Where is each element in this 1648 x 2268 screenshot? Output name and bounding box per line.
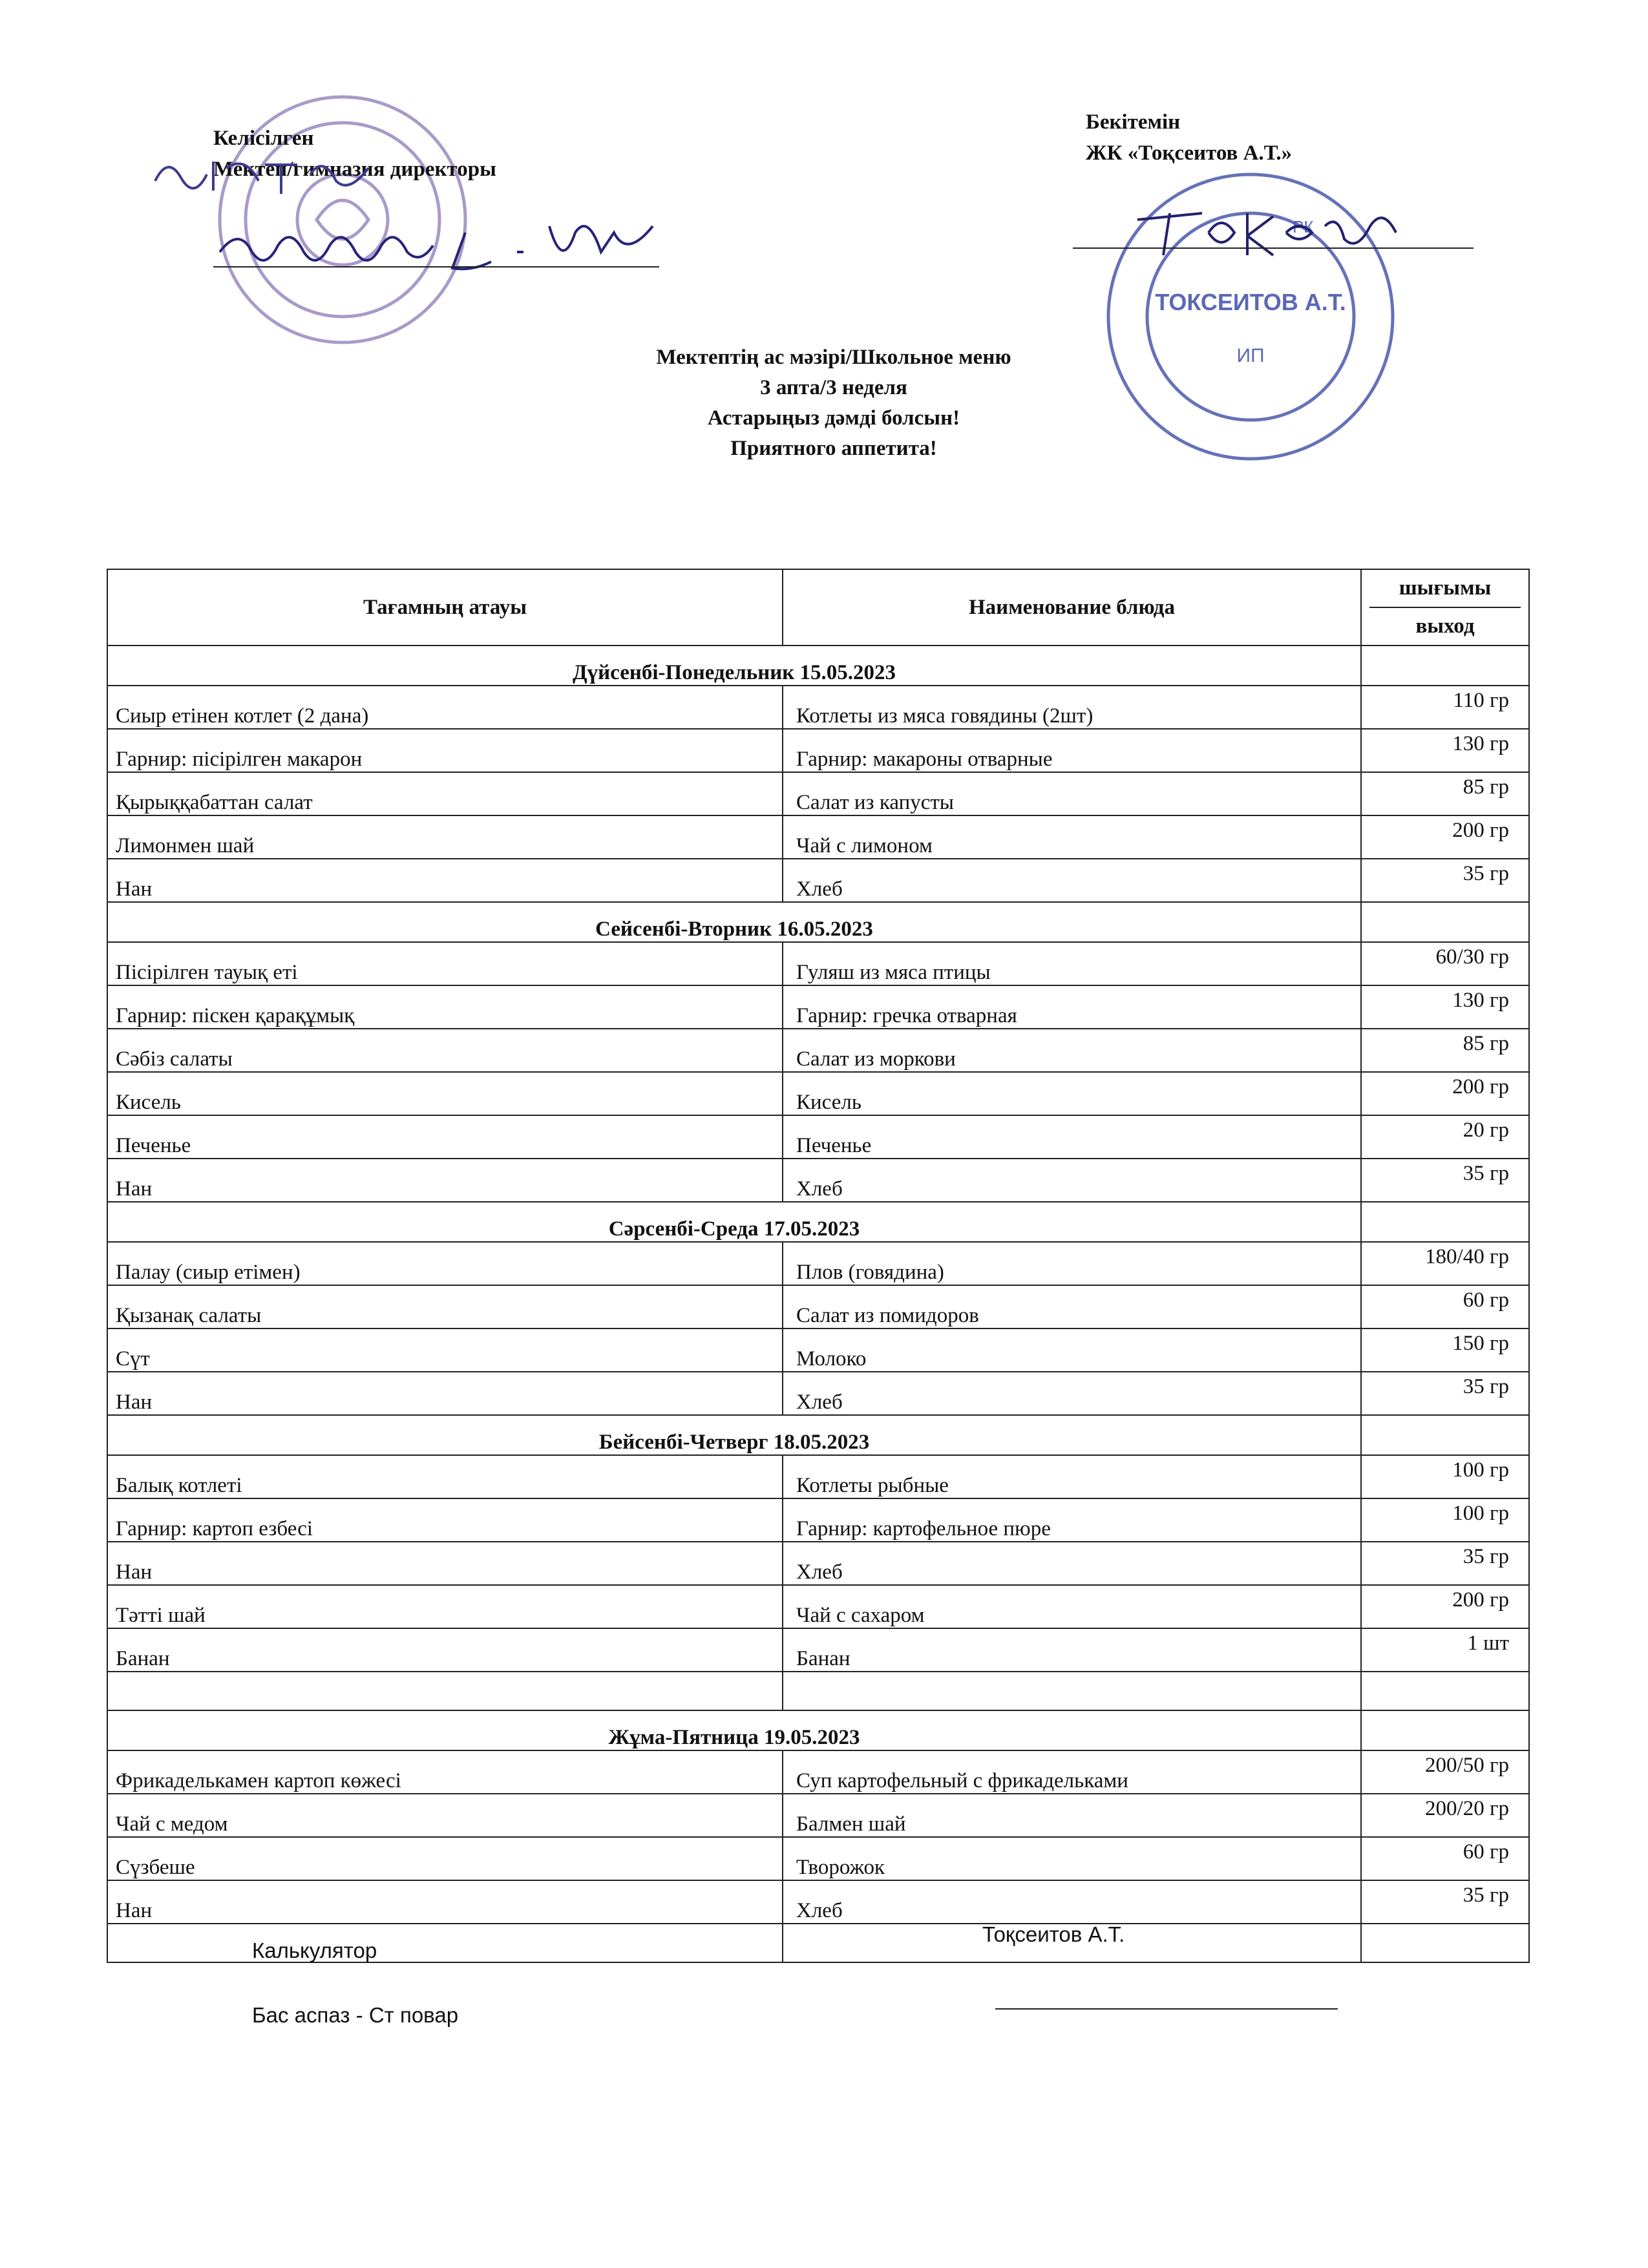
stamp-center-text: ТОКСЕИТОВ А.Т. bbox=[1155, 289, 1346, 315]
dish-kz: Сүзбеше bbox=[107, 1837, 783, 1880]
table-row bbox=[107, 815, 1529, 859]
dish-amount: 35 гр bbox=[1361, 1372, 1529, 1415]
header-output bbox=[1361, 569, 1529, 646]
table-row bbox=[107, 1837, 1529, 1880]
approval-left-line1: Келісілген bbox=[213, 127, 314, 150]
dish-kz: Гарнир: картоп езбесі bbox=[107, 1498, 783, 1542]
dish-amount: 60 гр bbox=[1361, 1837, 1529, 1880]
dish-ru: Котлеты рыбные bbox=[783, 1455, 1361, 1498]
left-signature-line bbox=[213, 266, 659, 268]
table-row bbox=[107, 1328, 1529, 1372]
approval-right-line2: ЖК «Тоқсеитов А.Т.» bbox=[1086, 142, 1293, 165]
table-row bbox=[107, 1072, 1529, 1115]
dish-amount: 200 гр bbox=[1361, 1585, 1529, 1628]
footer-name: Тоқсеитов А.Т. bbox=[982, 1922, 1125, 1946]
handwritten-note bbox=[149, 142, 394, 200]
table-row bbox=[107, 1159, 1529, 1202]
day-title: Жұма-Пятница 19.05.2023 bbox=[107, 1710, 1361, 1750]
footer-signature-line bbox=[995, 2008, 1338, 2010]
title-line4: Приятного аппетита! bbox=[730, 437, 937, 460]
table-row bbox=[107, 859, 1529, 902]
day-header-row bbox=[107, 1202, 1529, 1242]
dish-kz: Кисель bbox=[107, 1072, 783, 1115]
right-signature-line bbox=[1073, 247, 1474, 249]
right-signature bbox=[1125, 194, 1402, 265]
day-title-blank bbox=[1361, 1202, 1529, 1242]
day-header-row bbox=[107, 902, 1529, 942]
dish-amount: 1 шт bbox=[1361, 1628, 1529, 1672]
calculator-label: Калькулятор bbox=[252, 1938, 377, 1962]
table-row bbox=[107, 1498, 1529, 1542]
day-header-row bbox=[107, 1415, 1529, 1455]
table-row bbox=[107, 1542, 1529, 1585]
chef-label: Бас аспаз - Ст повар bbox=[252, 2003, 459, 2027]
dish-ru: Салат из капусты bbox=[783, 772, 1361, 815]
dish-ru: Салат из моркови bbox=[783, 1029, 1361, 1072]
dish-ru: Гарнир: макароны отварные bbox=[783, 729, 1361, 772]
dish-kz: Сиыр етінен котлет (2 дана) bbox=[107, 686, 783, 729]
dish-ru: Хлеб bbox=[783, 1542, 1361, 1585]
dish-amount: 35 гр bbox=[1361, 859, 1529, 902]
dish-kz: Балық котлеті bbox=[107, 1455, 783, 1498]
dish-amount: 130 гр bbox=[1361, 985, 1529, 1029]
dish-ru: Банан bbox=[783, 1628, 1361, 1672]
table-row bbox=[107, 1115, 1529, 1159]
day-title: Дүйсенбі-Понедельник 15.05.2023 bbox=[107, 646, 1361, 686]
menu-title bbox=[0, 342, 1648, 464]
approval-right-line1: Бекітемін bbox=[1086, 110, 1181, 134]
dish-amount: 100 гр bbox=[1361, 1455, 1529, 1498]
menu-table bbox=[107, 569, 1530, 1963]
menu-body bbox=[107, 646, 1529, 1962]
dish-kz: Сәбіз салаты bbox=[107, 1029, 783, 1072]
dish-kz: Нан bbox=[107, 1542, 783, 1585]
dish-ru: Молоко bbox=[783, 1328, 1361, 1372]
title-line2: 3 апта/3 неделя bbox=[760, 376, 907, 399]
dish-ru: Чай с сахаром bbox=[783, 1585, 1361, 1628]
dish-kz: Нан bbox=[107, 1880, 783, 1924]
dish-amount: 130 гр bbox=[1361, 729, 1529, 772]
table-row bbox=[107, 686, 1529, 729]
dish-kz: Чай с медом bbox=[107, 1794, 783, 1837]
dish-kz: Фрикаделькамен картоп көжесі bbox=[107, 1750, 783, 1794]
dish-kz: Гарнир: пісірілген макарон bbox=[107, 729, 783, 772]
title-line3: Астарыңыз дәмді болсын! bbox=[707, 406, 960, 430]
dish-ru: Суп картофельный с фрикадельками bbox=[783, 1750, 1361, 1794]
header-ru: Наименование блюда bbox=[783, 569, 1361, 646]
dish-amount: 180/40 гр bbox=[1361, 1242, 1529, 1285]
dish-amount: 60/30 гр bbox=[1361, 942, 1529, 985]
dish-kz: Тәтті шай bbox=[107, 1585, 783, 1628]
dish-kz: Қырыққабаттан салат bbox=[107, 772, 783, 815]
dish-kz bbox=[107, 1924, 783, 1962]
dish-ru: Хлеб bbox=[783, 1880, 1361, 1924]
dish-kz: Гарнир: піскен қарақұмық bbox=[107, 985, 783, 1029]
dish-ru: Чай с лимоном bbox=[783, 815, 1361, 859]
table-header-row bbox=[107, 569, 1529, 646]
dish-amount: 35 гр bbox=[1361, 1880, 1529, 1924]
header-kz: Тағамның атауы bbox=[107, 569, 783, 646]
dish-amount: 60 гр bbox=[1361, 1285, 1529, 1328]
dish-amount: 20 гр bbox=[1361, 1115, 1529, 1159]
dish-kz: Палау (сиыр етімен) bbox=[107, 1242, 783, 1285]
dish-amount: 85 гр bbox=[1361, 772, 1529, 815]
dish-amount bbox=[1361, 1924, 1529, 1962]
day-title-blank bbox=[1361, 1415, 1529, 1455]
table-row bbox=[107, 1285, 1529, 1328]
dish-amount: 35 гр bbox=[1361, 1542, 1529, 1585]
dish-amount: 200 гр bbox=[1361, 815, 1529, 859]
dish-ru: Гарнир: картофельное пюре bbox=[783, 1498, 1361, 1542]
dish-kz: Қызанақ салаты bbox=[107, 1285, 783, 1328]
dish-amount: 110 гр bbox=[1361, 686, 1529, 729]
dish-ru bbox=[783, 1672, 1361, 1710]
dish-kz: Нан bbox=[107, 859, 783, 902]
dish-ru: Творожок bbox=[783, 1837, 1361, 1880]
table-row bbox=[107, 1242, 1529, 1285]
approval-right bbox=[1086, 107, 1292, 169]
day-title-blank bbox=[1361, 1710, 1529, 1750]
table-row bbox=[107, 1880, 1529, 1924]
dish-ru: Салат из помидоров bbox=[783, 1285, 1361, 1328]
dish-ru: Котлеты из мяса говядины (2шт) bbox=[783, 686, 1361, 729]
approval-left-line2: Мектеп/гимназия директоры bbox=[213, 158, 496, 181]
dish-ru: Хлеб bbox=[783, 1372, 1361, 1415]
dish-kz: Нан bbox=[107, 1372, 783, 1415]
header-output-ru: выход bbox=[1369, 607, 1521, 645]
day-title-blank bbox=[1361, 902, 1529, 942]
table-row bbox=[107, 1455, 1529, 1498]
table-row bbox=[107, 1585, 1529, 1628]
day-header-row bbox=[107, 646, 1529, 686]
day-title: Сәрсенбі-Среда 17.05.2023 bbox=[107, 1202, 1361, 1242]
dish-kz bbox=[107, 1672, 783, 1710]
dish-amount: 35 гр bbox=[1361, 1159, 1529, 1202]
dish-amount bbox=[1361, 1672, 1529, 1710]
table-row bbox=[107, 985, 1529, 1029]
table-row bbox=[107, 1794, 1529, 1837]
dish-ru: Плов (говядина) bbox=[783, 1242, 1361, 1285]
dish-ru: Печенье bbox=[783, 1115, 1361, 1159]
table-row bbox=[107, 1372, 1529, 1415]
dish-amount: 100 гр bbox=[1361, 1498, 1529, 1542]
dish-ru: Гарнир: гречка отварная bbox=[783, 985, 1361, 1029]
dish-ru: Кисель bbox=[783, 1072, 1361, 1115]
dish-ru: Хлеб bbox=[783, 1159, 1361, 1202]
table-row bbox=[107, 1628, 1529, 1672]
day-header-row bbox=[107, 1710, 1529, 1750]
header-output-kz: шығымы bbox=[1399, 576, 1492, 600]
dish-kz: Лимонмен шай bbox=[107, 815, 783, 859]
dish-amount: 150 гр bbox=[1361, 1328, 1529, 1372]
dish-kz: Банан bbox=[107, 1628, 783, 1672]
left-signature bbox=[213, 207, 679, 284]
table-row bbox=[107, 1672, 1529, 1710]
dish-amount: 200/50 гр bbox=[1361, 1750, 1529, 1794]
dish-kz: Нан bbox=[107, 1159, 783, 1202]
dish-amount: 200/20 гр bbox=[1361, 1794, 1529, 1837]
dish-amount: 200 гр bbox=[1361, 1072, 1529, 1115]
title-line1: Мектептің ас мәзірі/Школьное меню bbox=[656, 346, 1011, 369]
stamp-sub-text: ИП bbox=[1236, 345, 1265, 366]
dish-kz: Сүт bbox=[107, 1328, 783, 1372]
day-title: Сейсенбі-Вторник 16.05.2023 bbox=[107, 902, 1361, 942]
dish-kz: Печенье bbox=[107, 1115, 783, 1159]
table-row bbox=[107, 729, 1529, 772]
dish-kz: Пісірілген тауық еті bbox=[107, 942, 783, 985]
day-title: Бейсенбі-Четверг 18.05.2023 bbox=[107, 1415, 1361, 1455]
dish-ru: Хлеб bbox=[783, 859, 1361, 902]
day-title-blank bbox=[1361, 646, 1529, 686]
dish-amount: 85 гр bbox=[1361, 1029, 1529, 1072]
table-row bbox=[107, 942, 1529, 985]
table-row bbox=[107, 772, 1529, 815]
table-row bbox=[107, 1029, 1529, 1072]
dish-ru: Гуляш из мяса птицы bbox=[783, 942, 1361, 985]
table-row bbox=[107, 1750, 1529, 1794]
dish-ru: Балмен шай bbox=[783, 1794, 1361, 1837]
stamp-rk-text: РК bbox=[1293, 217, 1314, 236]
